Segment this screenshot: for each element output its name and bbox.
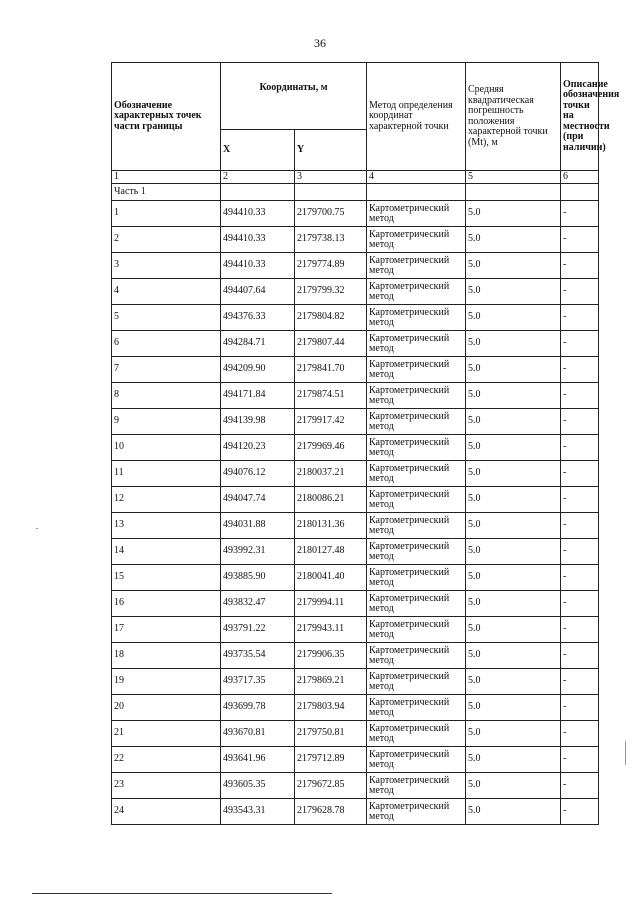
- coordinate-y: 2179803.94: [295, 695, 367, 721]
- coordinate-x: 494284.71: [221, 331, 295, 357]
- point-number: 4: [112, 279, 221, 305]
- method: Картометрический метод: [367, 643, 466, 669]
- point-number: 23: [112, 773, 221, 799]
- coordinate-y: 2180131.36: [295, 513, 367, 539]
- accuracy-value: 5.0: [466, 305, 561, 331]
- method: Картометрический метод: [367, 227, 466, 253]
- accuracy-value: 5.0: [466, 461, 561, 487]
- point-number: 15: [112, 565, 221, 591]
- part-row: [112, 184, 599, 201]
- coordinate-y: 2180037.21: [295, 461, 367, 487]
- accuracy-value: 5.0: [466, 513, 561, 539]
- header-description: Описание обозначения точки на местности (при наличии): [561, 63, 599, 171]
- table-row: [112, 201, 599, 227]
- footer-rule: [32, 893, 332, 894]
- coordinate-x: 493605.35: [221, 773, 295, 799]
- point-number: 11: [112, 461, 221, 487]
- table-row: [112, 721, 599, 747]
- coordinate-x: 494047.74: [221, 487, 295, 513]
- description: -: [561, 227, 599, 253]
- accuracy-value: 5.0: [466, 279, 561, 305]
- description: -: [561, 461, 599, 487]
- method: Картометрический метод: [367, 461, 466, 487]
- method: Картометрический метод: [367, 617, 466, 643]
- column-index: 6: [561, 171, 599, 184]
- accuracy-value: 5.0: [466, 695, 561, 721]
- method: Картометрический метод: [367, 279, 466, 305]
- coordinate-x: 494209.90: [221, 357, 295, 383]
- coordinate-y: 2179799.32: [295, 279, 367, 305]
- coordinate-x: 494139.98: [221, 409, 295, 435]
- point-number: 19: [112, 669, 221, 695]
- coordinate-x: 494120.23: [221, 435, 295, 461]
- point-number: 16: [112, 591, 221, 617]
- coordinate-y: 2179628.78: [295, 799, 367, 825]
- coordinate-y: 2179841.70: [295, 357, 367, 383]
- accuracy-value: 5.0: [466, 669, 561, 695]
- table-row: [112, 357, 599, 383]
- coordinates-table: [111, 62, 620, 825]
- table-row: [112, 773, 599, 799]
- method: Картометрический метод: [367, 487, 466, 513]
- table-row: [112, 539, 599, 565]
- point-number: 18: [112, 643, 221, 669]
- method: Картометрический метод: [367, 513, 466, 539]
- accuracy-value: 5.0: [466, 747, 561, 773]
- coordinate-x: 494407.64: [221, 279, 295, 305]
- part-label: Часть 1: [112, 184, 221, 201]
- accuracy-value: 5.0: [466, 253, 561, 279]
- description: -: [561, 721, 599, 747]
- point-number: 21: [112, 721, 221, 747]
- accuracy-value: 5.0: [466, 773, 561, 799]
- description: -: [561, 253, 599, 279]
- table-row: [112, 227, 599, 253]
- coordinate-x: 493735.54: [221, 643, 295, 669]
- column-index: 4: [367, 171, 466, 184]
- point-number: 7: [112, 357, 221, 383]
- description: -: [561, 669, 599, 695]
- point-number: 9: [112, 409, 221, 435]
- table-row: [112, 253, 599, 279]
- method: Картометрический метод: [367, 409, 466, 435]
- column-index: 1: [112, 171, 221, 184]
- description: -: [561, 747, 599, 773]
- table-row: [112, 383, 599, 409]
- accuracy-value: 5.0: [466, 799, 561, 825]
- accuracy-value: 5.0: [466, 565, 561, 591]
- coordinate-y: 2179906.35: [295, 643, 367, 669]
- point-number: 8: [112, 383, 221, 409]
- point-number: 10: [112, 435, 221, 461]
- method: Картометрический метод: [367, 669, 466, 695]
- coordinate-y: 2179869.21: [295, 669, 367, 695]
- coordinate-y: 2179807.44: [295, 331, 367, 357]
- accuracy-value: 5.0: [466, 721, 561, 747]
- coordinate-x: 494410.33: [221, 227, 295, 253]
- method: Картометрический метод: [367, 591, 466, 617]
- point-number: 6: [112, 331, 221, 357]
- table-row: [112, 409, 599, 435]
- description: -: [561, 773, 599, 799]
- coordinate-y: 2179774.89: [295, 253, 367, 279]
- coordinate-x: 493992.31: [221, 539, 295, 565]
- table-row: [112, 279, 599, 305]
- accuracy-value: 5.0: [466, 201, 561, 227]
- method: Картометрический метод: [367, 539, 466, 565]
- description: -: [561, 201, 599, 227]
- description: -: [561, 643, 599, 669]
- accuracy-value: 5.0: [466, 643, 561, 669]
- accuracy-value: 5.0: [466, 539, 561, 565]
- coordinate-x: 493641.96: [221, 747, 295, 773]
- scan-mark: [36, 528, 38, 529]
- description: -: [561, 695, 599, 721]
- method: Картометрический метод: [367, 695, 466, 721]
- description: -: [561, 617, 599, 643]
- table-header-row: [112, 63, 599, 130]
- coordinate-y: 2180041.40: [295, 565, 367, 591]
- coordinate-y: 2179712.89: [295, 747, 367, 773]
- table-row: [112, 513, 599, 539]
- table-row: [112, 643, 599, 669]
- description: -: [561, 279, 599, 305]
- description: -: [561, 513, 599, 539]
- point-number: 13: [112, 513, 221, 539]
- coordinate-x: 494410.33: [221, 201, 295, 227]
- method: Картометрический метод: [367, 305, 466, 331]
- table-row: [112, 487, 599, 513]
- method: Картометрический метод: [367, 721, 466, 747]
- header-method: Метод определения координат характерной точки: [367, 63, 466, 171]
- description: -: [561, 383, 599, 409]
- method: Картометрический метод: [367, 799, 466, 825]
- table-row: [112, 617, 599, 643]
- table-row: [112, 435, 599, 461]
- accuracy-value: 5.0: [466, 435, 561, 461]
- method: Картометрический метод: [367, 357, 466, 383]
- table-row: [112, 695, 599, 721]
- accuracy-value: 5.0: [466, 487, 561, 513]
- table-row: [112, 331, 599, 357]
- page-number: 36: [314, 36, 326, 50]
- accuracy-value: 5.0: [466, 591, 561, 617]
- description: -: [561, 409, 599, 435]
- coordinate-y: 2179874.51: [295, 383, 367, 409]
- method: Картометрический метод: [367, 565, 466, 591]
- coordinate-x: 493885.90: [221, 565, 295, 591]
- method: Картометрический метод: [367, 331, 466, 357]
- table-row: [112, 461, 599, 487]
- description: -: [561, 435, 599, 461]
- table-row: [112, 747, 599, 773]
- table-row: [112, 799, 599, 825]
- coordinate-y: 2179943.11: [295, 617, 367, 643]
- method: Картометрический метод: [367, 383, 466, 409]
- coordinate-x: 493717.35: [221, 669, 295, 695]
- method: Картометрический метод: [367, 435, 466, 461]
- header-point-designation: Обозначение характерных точек части границы: [112, 63, 221, 171]
- table-body: [112, 201, 599, 825]
- method: Картометрический метод: [367, 747, 466, 773]
- coordinate-y: 2179738.13: [295, 227, 367, 253]
- description: -: [561, 331, 599, 357]
- header-coordinates: Координаты, м: [221, 63, 367, 130]
- header-y: Y: [295, 130, 367, 171]
- description: -: [561, 357, 599, 383]
- accuracy-value: 5.0: [466, 617, 561, 643]
- coordinate-y: 2180086.21: [295, 487, 367, 513]
- column-index-row: [112, 171, 599, 184]
- description: -: [561, 565, 599, 591]
- coordinate-x: 494031.88: [221, 513, 295, 539]
- accuracy-value: 5.0: [466, 409, 561, 435]
- coordinate-x: 494171.84: [221, 383, 295, 409]
- point-number: 12: [112, 487, 221, 513]
- method: Картометрический метод: [367, 773, 466, 799]
- scan-mark: [625, 741, 626, 765]
- table-row: [112, 305, 599, 331]
- method: Картометрический метод: [367, 201, 466, 227]
- coordinate-x: 493670.81: [221, 721, 295, 747]
- header-accuracy: Средняя квадратическая погрешность положения характерной точки (Mt), м: [466, 63, 561, 171]
- column-index: 3: [295, 171, 367, 184]
- accuracy-value: 5.0: [466, 227, 561, 253]
- point-number: 17: [112, 617, 221, 643]
- coordinate-y: 2180127.48: [295, 539, 367, 565]
- table-row: [112, 565, 599, 591]
- coordinate-x: 493832.47: [221, 591, 295, 617]
- method: Картометрический метод: [367, 253, 466, 279]
- point-number: 14: [112, 539, 221, 565]
- column-index: 5: [466, 171, 561, 184]
- accuracy-value: 5.0: [466, 383, 561, 409]
- point-number: 2: [112, 227, 221, 253]
- coordinate-x: 494410.33: [221, 253, 295, 279]
- table-row: [112, 669, 599, 695]
- column-index: 2: [221, 171, 295, 184]
- accuracy-value: 5.0: [466, 331, 561, 357]
- coordinate-y: 2179700.75: [295, 201, 367, 227]
- description: -: [561, 487, 599, 513]
- point-number: 22: [112, 747, 221, 773]
- point-number: 5: [112, 305, 221, 331]
- coordinate-x: 493791.22: [221, 617, 295, 643]
- point-number: 24: [112, 799, 221, 825]
- coordinate-y: 2179804.82: [295, 305, 367, 331]
- point-number: 3: [112, 253, 221, 279]
- header-x: X: [221, 130, 295, 171]
- coordinate-x: 493699.78: [221, 695, 295, 721]
- description: -: [561, 539, 599, 565]
- coordinate-x: 494376.33: [221, 305, 295, 331]
- table-row: [112, 591, 599, 617]
- accuracy-value: 5.0: [466, 357, 561, 383]
- coordinate-y: 2179917.42: [295, 409, 367, 435]
- coordinate-y: 2179750.81: [295, 721, 367, 747]
- point-number: 1: [112, 201, 221, 227]
- description: -: [561, 305, 599, 331]
- coordinate-y: 2179969.46: [295, 435, 367, 461]
- coordinate-y: 2179994.11: [295, 591, 367, 617]
- point-number: 20: [112, 695, 221, 721]
- coordinate-x: 493543.31: [221, 799, 295, 825]
- description: -: [561, 591, 599, 617]
- description: -: [561, 799, 599, 825]
- coordinate-x: 494076.12: [221, 461, 295, 487]
- coordinate-y: 2179672.85: [295, 773, 367, 799]
